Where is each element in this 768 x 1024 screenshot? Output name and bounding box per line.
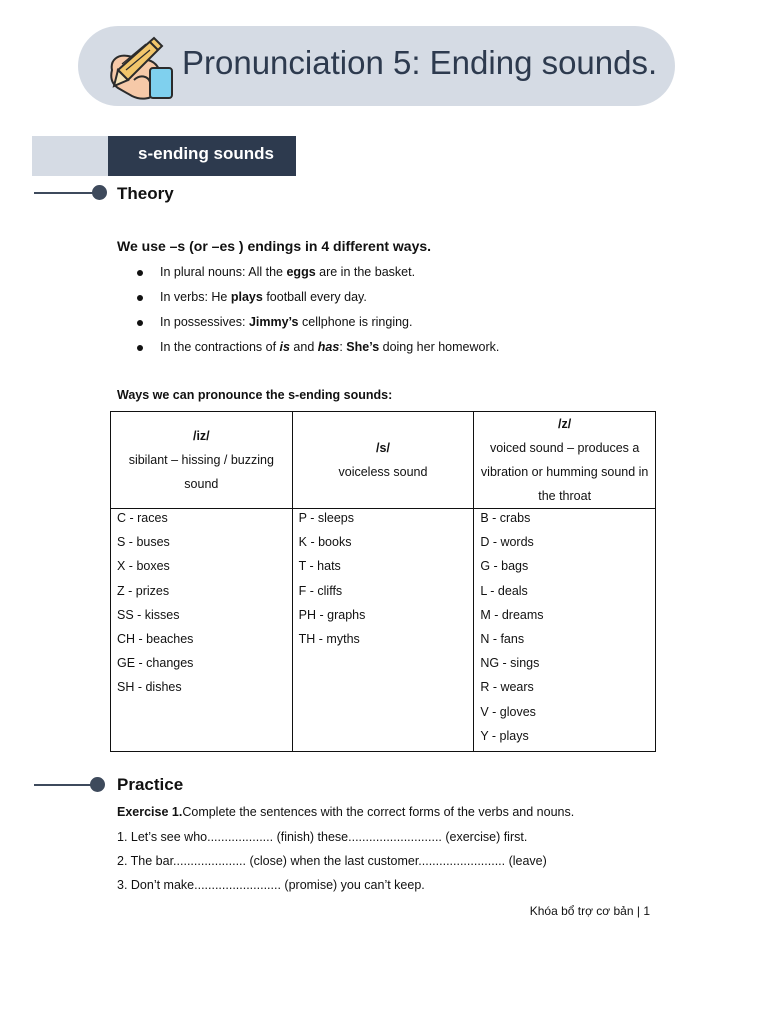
column-header-z: /z/ voiced sound – produces a vibration or humming sound in the throat xyxy=(474,412,656,509)
ways-heading: Ways we can pronounce the s-ending sounds: xyxy=(117,388,393,402)
table-cell: TH - myths xyxy=(298,631,360,646)
list-item: In the contractions of is and has: She’s doing her homework. xyxy=(117,337,499,362)
column-header-iz: /iz/ sibilant – hissing / buzzing sound xyxy=(111,412,293,509)
table-cell: L - deals xyxy=(480,583,528,598)
section-title: s-ending sounds xyxy=(138,144,274,163)
table-cell: GE - changes xyxy=(117,656,194,671)
intro-text: We use –s (or –es ) endings in 4 different ways. xyxy=(117,238,432,254)
section-band-accent xyxy=(32,136,110,176)
table-cell: SS - kisses xyxy=(117,607,180,622)
practice-heading-line xyxy=(34,784,96,786)
table-cell: Y - plays xyxy=(480,728,529,743)
table-cell: NG - sings xyxy=(480,656,540,671)
table-cell: G - bags xyxy=(480,559,529,574)
practice-heading: Practice xyxy=(117,775,184,794)
table-cell: PH - graphs xyxy=(298,607,366,622)
page-footer: Khóa bổ trợ cơ bản | 1 xyxy=(529,904,650,918)
table-cell: F - cliffs xyxy=(298,583,343,598)
exercise-line-2: 2. The bar..................... (close) when the last customer......................... (leave) xyxy=(117,854,547,868)
table-cell: B - crabs xyxy=(480,511,531,525)
table-cell: S - buses xyxy=(117,535,170,550)
list-item: In verbs: He plays football every day. xyxy=(117,287,499,312)
theory-heading: Theory xyxy=(117,184,174,203)
list-item: In plural nouns: All the eggs are in the basket. xyxy=(117,262,499,287)
column-z-items xyxy=(474,509,656,752)
table-cell: D - words xyxy=(480,535,534,550)
table-cell: C - races xyxy=(117,511,168,525)
exercise-instruction: Exercise 1.Complete the sentences with the correct forms of the verbs and nouns. xyxy=(117,805,575,819)
exercise-line-1: 1. Let’s see who................... (finish) these........................... (exercise) first. xyxy=(117,830,528,844)
table-cell: T - hats xyxy=(298,559,341,574)
column-iz-items xyxy=(111,509,293,752)
page-title: Pronunciation 5: Ending sounds. xyxy=(182,44,658,81)
table-cell: V - gloves xyxy=(480,704,536,719)
s-ending-table xyxy=(110,411,656,752)
exercise-line-3: 3. Don’t make......................... (promise) you can’t keep. xyxy=(117,878,425,892)
writing-hand-icon xyxy=(104,30,180,102)
list-item: In possessives: Jimmy’s cellphone is ringing. xyxy=(117,312,499,337)
theory-heading-line xyxy=(34,192,96,194)
table-cell: R - wears xyxy=(480,680,534,695)
table-cell: SH - dishes xyxy=(117,680,182,695)
table-cell: X - boxes xyxy=(117,559,170,574)
table-cell: M - dreams xyxy=(480,607,544,622)
table-cell: P - sleeps xyxy=(298,511,355,525)
usage-list xyxy=(117,262,499,362)
table-cell: N - fans xyxy=(480,631,525,646)
table-cell: K - books xyxy=(298,535,352,550)
column-s-items xyxy=(292,509,474,752)
table-cell: Z - prizes xyxy=(117,583,170,598)
theory-heading-dot xyxy=(92,185,107,200)
table-cell: CH - beaches xyxy=(117,631,194,646)
column-header-s: /s/ voiceless sound xyxy=(292,412,474,509)
practice-heading-dot xyxy=(90,777,105,792)
